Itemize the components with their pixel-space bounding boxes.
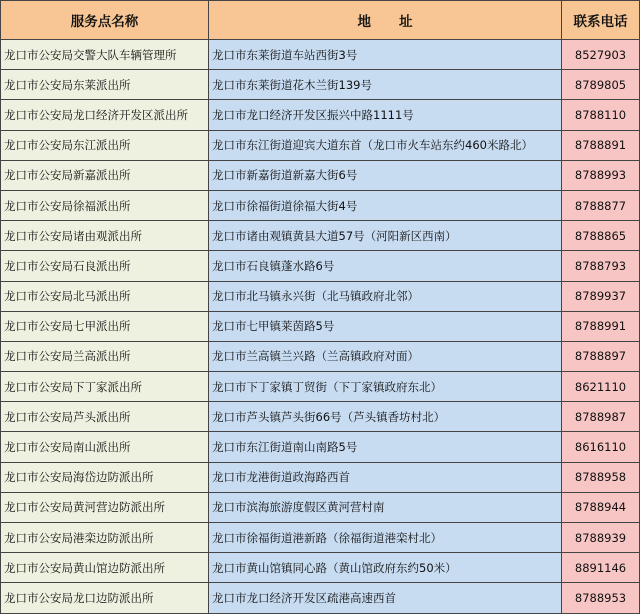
table-row — [1, 281, 640, 311]
service-point-address: 龙口市新嘉街道新嘉大街6号 — [209, 160, 562, 190]
table-row — [1, 402, 640, 432]
service-point-name: 龙口市公安局东江派出所 — [1, 130, 209, 160]
table-row — [1, 311, 640, 341]
service-point-address: 龙口市龙口经济开发区振兴中路1111号 — [209, 100, 562, 130]
service-point-address: 龙口市七甲镇莱茵路5号 — [209, 311, 562, 341]
service-point-phone: 8789937 — [562, 281, 640, 311]
service-point-address: 龙口市东江街道南山南路5号 — [209, 432, 562, 462]
table-header-row — [1, 1, 640, 40]
service-point-name: 龙口市公安局南山派出所 — [1, 432, 209, 462]
service-point-name: 龙口市公安局龙口边防派出所 — [1, 583, 209, 613]
table-row — [1, 583, 640, 613]
service-point-phone: 8788987 — [562, 402, 640, 432]
service-point-phone: 8788793 — [562, 251, 640, 281]
service-point-address: 龙口市石良镇蓬水路6号 — [209, 251, 562, 281]
service-point-phone: 8527903 — [562, 40, 640, 70]
service-point-address: 龙口市龙口经济开发区疏港高速西首 — [209, 583, 562, 613]
service-point-address: 龙口市徐福街道徐福大街4号 — [209, 190, 562, 220]
service-point-name: 龙口市公安局东莱派出所 — [1, 70, 209, 100]
table-row — [1, 190, 640, 220]
header-address-left: 地 — [357, 14, 371, 30]
service-point-name: 龙口市公安局诸由观派出所 — [1, 221, 209, 251]
service-point-phone: 8788110 — [562, 100, 640, 130]
service-point-phone: 8788939 — [562, 523, 640, 553]
service-point-phone: 8788958 — [562, 462, 640, 492]
table-row — [1, 432, 640, 462]
table-row — [1, 341, 640, 371]
service-point-name: 龙口市公安局芦头派出所 — [1, 402, 209, 432]
service-point-phone: 8788991 — [562, 311, 640, 341]
service-point-address: 龙口市东莱街道花木兰街139号 — [209, 70, 562, 100]
service-point-address: 龙口市东江街道迎宾大道东首（龙口市火车站东约460米路北） — [209, 130, 562, 160]
service-point-name: 龙口市公安局港栾边防派出所 — [1, 523, 209, 553]
header-address — [209, 1, 562, 40]
table-row — [1, 462, 640, 492]
header-name: 服务点名称 — [1, 1, 209, 40]
table-row — [1, 70, 640, 100]
service-point-phone: 8891146 — [562, 553, 640, 583]
service-point-phone: 8616110 — [562, 432, 640, 462]
service-point-address: 龙口市北马镇永兴街（北马镇政府北邻） — [209, 281, 562, 311]
service-point-address: 龙口市兰高镇兰兴路（兰高镇政府对面） — [209, 341, 562, 371]
service-point-name: 龙口市公安局七甲派出所 — [1, 311, 209, 341]
service-point-address: 龙口市东莱街道车站西街3号 — [209, 40, 562, 70]
service-point-name: 龙口市公安局徐福派出所 — [1, 190, 209, 220]
service-point-phone: 8788865 — [562, 221, 640, 251]
service-point-name: 龙口市公安局龙口经济开发区派出所 — [1, 100, 209, 130]
service-point-name: 龙口市公安局黄山馆边防派出所 — [1, 553, 209, 583]
service-point-phone: 8788897 — [562, 341, 640, 371]
table-row — [1, 100, 640, 130]
service-point-name: 龙口市公安局交警大队车辆管理所 — [1, 40, 209, 70]
table-row — [1, 251, 640, 281]
service-point-name: 龙口市公安局石良派出所 — [1, 251, 209, 281]
service-point-address: 龙口市芦头镇芦头街66号（芦头镇香坊村北） — [209, 402, 562, 432]
service-point-address: 龙口市徐福街道港新路（徐福街道港栾村北） — [209, 523, 562, 553]
table-row — [1, 553, 640, 583]
service-point-phone: 8788944 — [562, 492, 640, 522]
service-point-name: 龙口市公安局下丁家派出所 — [1, 372, 209, 402]
service-point-name: 龙口市公安局黄河营边防派出所 — [1, 492, 209, 522]
table-row — [1, 372, 640, 402]
table-row — [1, 40, 640, 70]
table-row — [1, 130, 640, 160]
service-point-name: 龙口市公安局新嘉派出所 — [1, 160, 209, 190]
service-point-phone: 8788877 — [562, 190, 640, 220]
table-row — [1, 221, 640, 251]
service-point-phone: 8788993 — [562, 160, 640, 190]
service-point-address: 龙口市下丁家镇丁贸街（下丁家镇政府东北） — [209, 372, 562, 402]
service-point-address: 龙口市龙港街道政海路西首 — [209, 462, 562, 492]
service-point-address: 龙口市黄山馆镇同心路（黄山馆政府东约50米） — [209, 553, 562, 583]
table-row — [1, 523, 640, 553]
header-address-right: 址 — [399, 14, 413, 30]
service-point-phone: 8789805 — [562, 70, 640, 100]
service-point-phone: 8621110 — [562, 372, 640, 402]
header-phone: 联系电话 — [562, 1, 640, 40]
service-point-address: 龙口市滨海旅游度假区黄河营村南 — [209, 492, 562, 522]
service-point-phone: 8788891 — [562, 130, 640, 160]
table-row — [1, 492, 640, 522]
service-point-address: 龙口市诸由观镇黄县大道57号（河阳新区西南） — [209, 221, 562, 251]
service-point-name: 龙口市公安局兰高派出所 — [1, 341, 209, 371]
service-point-phone: 8788953 — [562, 583, 640, 613]
service-point-name: 龙口市公安局北马派出所 — [1, 281, 209, 311]
service-point-name: 龙口市公安局海岱边防派出所 — [1, 462, 209, 492]
table-row — [1, 160, 640, 190]
